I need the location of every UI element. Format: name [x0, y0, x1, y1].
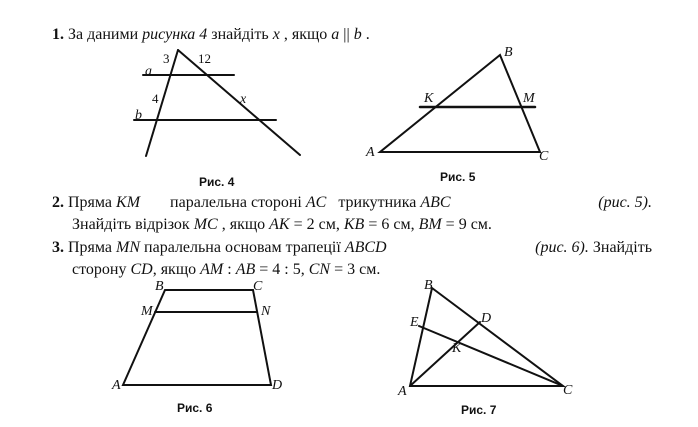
label-N: N [261, 304, 271, 319]
label-M: M [141, 304, 153, 319]
label-C: C [539, 149, 549, 164]
text-segment: = 2 см, [289, 216, 344, 233]
caption-fig5: Рис. 5 [440, 170, 476, 184]
label-C: C [563, 383, 573, 398]
text-segment: : [223, 261, 236, 278]
text-segment: знайдіть [207, 26, 273, 43]
label-A: A [366, 145, 375, 160]
label-A: A [398, 384, 407, 399]
text-segment: = 3 см. [330, 261, 381, 278]
text-segment: , якщо [152, 261, 201, 278]
problem-3-number: 3. [52, 239, 64, 256]
figure-ref: (рис. 5). [598, 194, 652, 211]
segment-am: AM [200, 261, 224, 278]
label-D: D [272, 378, 283, 393]
problem-1-number: 1. [52, 26, 64, 43]
figure-ref: (рис. 6). [535, 239, 589, 256]
transversal-right [178, 50, 300, 155]
segment-bm: BM [418, 216, 442, 233]
triangle-abc [410, 288, 563, 386]
figure-5 [365, 45, 549, 184]
segment-ce [419, 326, 563, 386]
segment-cn: CN [308, 261, 331, 278]
caption-fig7: Рис. 7 [461, 403, 497, 417]
label-M: M [523, 91, 535, 106]
triangle-abc: ABC [420, 194, 451, 211]
segment-kb: KB [343, 216, 365, 233]
trapezoid-abcd: ABCD [344, 239, 387, 256]
text-segment: Знайдіть відрізок [72, 216, 194, 233]
segment-ad [410, 322, 480, 386]
figure-7 [397, 278, 573, 417]
label-12: 12 [198, 51, 211, 66]
label-4: 4 [152, 91, 159, 106]
figure-6 [111, 279, 282, 415]
label-B: B [155, 279, 164, 294]
text-segment: Пряма [68, 194, 117, 211]
text-segment: сторону [72, 261, 131, 278]
text-segment: , якщо [279, 26, 332, 43]
text-segment: = 6 см, [364, 216, 419, 233]
segment-mc: MC [193, 216, 218, 233]
var-x: x [272, 26, 280, 43]
text-segment: = 9 см. [441, 216, 492, 233]
text-segment: За даними [68, 26, 143, 43]
label-3: 3 [163, 51, 170, 66]
text-segment: = 4 : 5, [255, 261, 309, 278]
text-segment: паралельна основам трапеції [140, 239, 345, 256]
figure-ref: рисунка 4 [142, 26, 208, 43]
label-a: a [145, 64, 152, 79]
label-b: b [135, 108, 142, 123]
label-A: A [112, 378, 121, 393]
label-x: x [240, 92, 247, 107]
var-a: a [331, 26, 340, 43]
parallel-sign: || [339, 26, 354, 43]
label-E: E [410, 315, 419, 330]
triangle-abc [380, 55, 540, 152]
segment-ak: AK [269, 216, 290, 233]
label-K: K [424, 91, 434, 106]
line-mn: MN [116, 239, 141, 256]
label-C: C [253, 279, 263, 294]
text-segment: паралельна стороні [166, 194, 306, 211]
side-ac: AC [305, 194, 327, 211]
text-segment: , якщо [217, 216, 270, 233]
label-D: D [481, 311, 492, 326]
caption-fig6: Рис. 6 [177, 401, 213, 415]
side-cd: CD [130, 261, 153, 278]
text-segment: трикутника [334, 194, 421, 211]
label-B: B [504, 45, 513, 60]
problem-2-number: 2. [52, 194, 64, 211]
label-B: B [424, 278, 433, 293]
segment-ab: AB [235, 261, 256, 278]
text-segment: Знайдіть [588, 239, 652, 256]
var-b: b [353, 26, 362, 43]
caption-fig4: Рис. 4 [199, 175, 235, 189]
segment-km: KM [116, 194, 141, 211]
text-segment: . [361, 26, 370, 43]
text-segment: Пряма [68, 239, 117, 256]
figure-4 [134, 50, 300, 189]
label-K: K [452, 341, 462, 356]
